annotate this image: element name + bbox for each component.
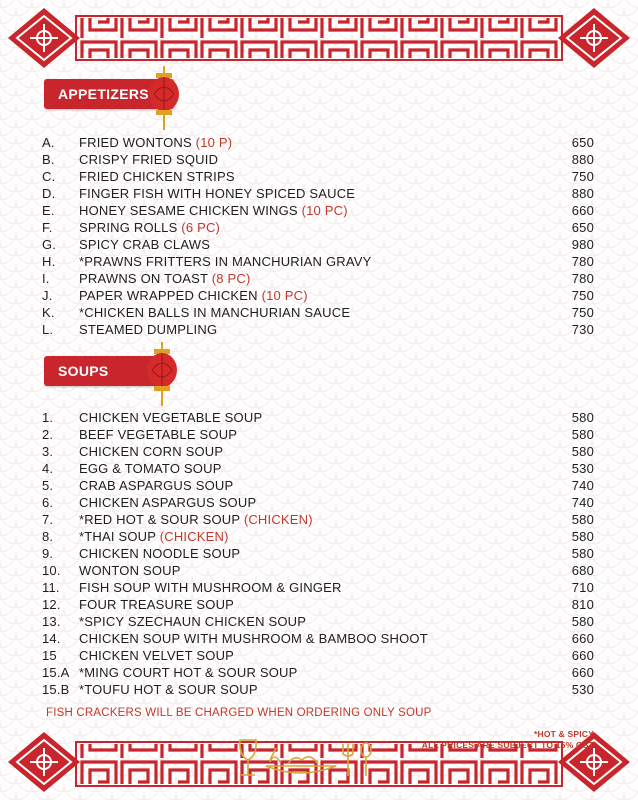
menu-item-index: 8. bbox=[42, 529, 54, 544]
menu-item-index: 10. bbox=[42, 563, 61, 578]
menu-item-price: 780 bbox=[571, 271, 594, 286]
menu-item-index: 7. bbox=[42, 512, 54, 527]
menu-item-price: 650 bbox=[571, 220, 594, 235]
menu-item-name: *RED HOT & SOUR SOUP bbox=[79, 512, 244, 527]
menu-item-name-wrap bbox=[79, 202, 348, 219]
menu-item-name-wrap bbox=[79, 494, 256, 511]
menu-item-name: FINGER FISH WITH HONEY SPICED SAUCE bbox=[79, 186, 356, 201]
menu-item-name-wrap bbox=[79, 185, 355, 202]
menu-item-note: (6 PC) bbox=[181, 220, 221, 235]
menu-item-name-wrap bbox=[79, 236, 210, 253]
menu-item-price: 780 bbox=[571, 254, 594, 269]
lantern-icon bbox=[144, 342, 180, 408]
menu-item-name-wrap bbox=[79, 528, 229, 545]
menu-item-index: 5. bbox=[42, 478, 54, 493]
menu-item-note: (CHICKEN) bbox=[243, 512, 313, 527]
menu-item-row bbox=[42, 321, 594, 338]
menu-item-index: 15 bbox=[42, 648, 57, 663]
menu-item-name: SPRING ROLLS bbox=[79, 220, 182, 235]
gst-note: ALL PRICES ARE SUBJECT TO 15% GST bbox=[421, 740, 594, 750]
menu-item-row bbox=[42, 477, 594, 494]
menu-item-price: 660 bbox=[571, 631, 594, 646]
menu-item-name: PAPER WRAPPED CHICKEN bbox=[79, 288, 262, 303]
menu-item-index: A. bbox=[42, 135, 55, 150]
menu-item-row bbox=[42, 151, 594, 168]
menu-item-row bbox=[42, 426, 594, 443]
menu-item-name: CRAB ASPARGUS SOUP bbox=[79, 478, 234, 493]
menu-item-index: D. bbox=[42, 186, 56, 201]
menu-item-note: (10 PC) bbox=[301, 203, 348, 218]
menu-item-price: 580 bbox=[571, 529, 594, 544]
menu-item-name: BEEF VEGETABLE SOUP bbox=[79, 427, 238, 442]
menu-item-name-wrap bbox=[79, 168, 235, 185]
menu-item-price: 750 bbox=[571, 305, 594, 320]
menu-item-row bbox=[42, 494, 594, 511]
menu-item-index: H. bbox=[42, 254, 56, 269]
menu-item-index: F. bbox=[42, 220, 53, 235]
menu-item-row bbox=[42, 511, 594, 528]
menu-item-name: STEAMED DUMPLING bbox=[79, 322, 218, 337]
menu-item-name: PRAWNS ON TOAST bbox=[79, 271, 212, 286]
menu-item-row bbox=[42, 134, 594, 151]
menu-item-name-wrap bbox=[79, 409, 262, 426]
menu-item-name: FISH SOUP WITH MUSHROOM & GINGER bbox=[79, 580, 342, 595]
menu-item-price: 530 bbox=[571, 461, 594, 476]
menu-item-name: *PRAWNS FRITTERS IN MANCHURIAN GRAVY bbox=[79, 254, 372, 269]
menu-item-row bbox=[42, 630, 594, 647]
menu-item-index: C. bbox=[42, 169, 56, 184]
menu-item-note: (10 PC) bbox=[261, 288, 308, 303]
menu-item-name-wrap bbox=[79, 545, 240, 562]
corner-ornament-bottom-left bbox=[8, 732, 80, 792]
menu-item-name-wrap bbox=[79, 443, 223, 460]
menu-item-price: 730 bbox=[571, 322, 594, 337]
menu-item-name-wrap bbox=[79, 460, 222, 477]
menu-item-row bbox=[42, 219, 594, 236]
menu-item-index: 1. bbox=[42, 410, 54, 425]
menu-item-row bbox=[42, 202, 594, 219]
menu-item-row bbox=[42, 647, 594, 664]
menu-item-row bbox=[42, 409, 594, 426]
menu-item-name-wrap bbox=[79, 596, 234, 613]
menu-item-row bbox=[42, 664, 594, 681]
menu-item-name-wrap bbox=[79, 647, 234, 664]
menu-item-note: (CHICKEN) bbox=[159, 529, 229, 544]
menu-item-row bbox=[42, 460, 594, 477]
menu-item-name: CHICKEN VEGETABLE SOUP bbox=[79, 410, 263, 425]
menu-item-price: 660 bbox=[571, 203, 594, 218]
menu-item-price: 660 bbox=[571, 665, 594, 680]
menu-item-index: 6. bbox=[42, 495, 54, 510]
menu-item-row bbox=[42, 596, 594, 613]
menu-item-row bbox=[42, 253, 594, 270]
menu-item-row bbox=[42, 168, 594, 185]
menu-item-price: 530 bbox=[571, 682, 594, 697]
menu-item-name-wrap bbox=[79, 253, 372, 270]
menu-item-row bbox=[42, 562, 594, 579]
menu-item-price: 810 bbox=[571, 597, 594, 612]
menu-item-name: CHICKEN VELVET SOUP bbox=[79, 648, 235, 663]
menu-item-name: WONTON SOUP bbox=[79, 563, 181, 578]
menu-item-price: 680 bbox=[571, 563, 594, 578]
menu-item-name: *MING COURT HOT & SOUR SOUP bbox=[79, 665, 298, 680]
menu-item-name: *THAI SOUP bbox=[79, 529, 160, 544]
menu-item-note: (10 P) bbox=[195, 135, 233, 150]
menu-item-price: 580 bbox=[571, 427, 594, 442]
menu-item-row bbox=[42, 545, 594, 562]
menu-item-name-wrap bbox=[79, 681, 258, 698]
fish-crackers-note: FISH CRACKERS WILL BE CHARGED WHEN ORDERING ONLY SOUP bbox=[46, 707, 432, 719]
menu-item-name: *TOUFU HOT & SOUR SOUP bbox=[79, 682, 258, 697]
menu-item-name-wrap bbox=[79, 562, 181, 579]
menu-item-price: 740 bbox=[571, 478, 594, 493]
menu-item-index: 9. bbox=[42, 546, 54, 561]
menu-item-index: 13. bbox=[42, 614, 61, 629]
menu-item-name: FOUR TREASURE SOUP bbox=[79, 597, 235, 612]
menu-item-price: 710 bbox=[571, 580, 594, 595]
menu-item-index: G. bbox=[42, 237, 57, 252]
menu-item-name-wrap bbox=[79, 579, 342, 596]
dining-utensils-icon bbox=[230, 736, 380, 782]
menu-item-name: CHICKEN NOODLE SOUP bbox=[79, 546, 241, 561]
menu-item-price: 580 bbox=[571, 410, 594, 425]
menu-item-name-wrap bbox=[79, 613, 306, 630]
soups-list bbox=[42, 409, 594, 698]
menu-item-price: 660 bbox=[571, 648, 594, 663]
menu-item-name: *SPICY SZECHAUN CHICKEN SOUP bbox=[79, 614, 307, 629]
menu-item-price: 880 bbox=[571, 186, 594, 201]
menu-item-price: 580 bbox=[571, 512, 594, 527]
menu-item-name-wrap bbox=[79, 630, 428, 647]
menu-item-price: 750 bbox=[571, 288, 594, 303]
menu-item-row bbox=[42, 681, 594, 698]
menu-item-row bbox=[42, 236, 594, 253]
menu-item-row bbox=[42, 185, 594, 202]
menu-item-name: FRIED CHICKEN STRIPS bbox=[79, 169, 235, 184]
menu-item-name: HONEY SESAME CHICKEN WINGS bbox=[79, 203, 302, 218]
menu-item-price: 650 bbox=[571, 135, 594, 150]
menu-item-index: L. bbox=[42, 322, 54, 337]
menu-item-price: 580 bbox=[571, 546, 594, 561]
menu-item-index: 15.A bbox=[42, 665, 70, 680]
menu-item-name-wrap bbox=[79, 287, 308, 304]
menu-item-index: E. bbox=[42, 203, 55, 218]
menu-item-row bbox=[42, 304, 594, 321]
hot-spicy-note: *HOT & SPICY bbox=[533, 729, 594, 739]
menu-item-row bbox=[42, 613, 594, 630]
menu-item-index: 12. bbox=[42, 597, 61, 612]
menu-item-name: SPICY CRAB CLAWS bbox=[79, 237, 211, 252]
menu-item-index: J. bbox=[42, 288, 53, 303]
menu-item-name-wrap bbox=[79, 134, 232, 151]
menu-item-row bbox=[42, 528, 594, 545]
corner-ornament-top-right bbox=[558, 8, 630, 68]
menu-item-name: EGG & TOMATO SOUP bbox=[79, 461, 222, 476]
menu-item-price: 980 bbox=[571, 237, 594, 252]
menu-item-price: 580 bbox=[571, 444, 594, 459]
menu-item-index: I. bbox=[42, 271, 50, 286]
menu-item-row bbox=[42, 287, 594, 304]
lantern-icon bbox=[146, 66, 182, 132]
menu-item-name-wrap bbox=[79, 664, 298, 681]
menu-item-name: CHICKEN CORN SOUP bbox=[79, 444, 224, 459]
menu-item-row bbox=[42, 270, 594, 287]
soups-title: SOUPS bbox=[58, 363, 109, 379]
menu-item-name: *CHICKEN BALLS IN MANCHURIAN SAUCE bbox=[79, 305, 351, 320]
menu-item-name-wrap bbox=[79, 477, 233, 494]
menu-item-name-wrap bbox=[79, 270, 251, 287]
appetizers-title: APPETIZERS bbox=[58, 86, 149, 102]
menu-item-index: B. bbox=[42, 152, 55, 167]
menu-item-index: K. bbox=[42, 305, 55, 320]
menu-item-price: 740 bbox=[571, 495, 594, 510]
menu-item-name-wrap bbox=[79, 151, 218, 168]
menu-item-price: 750 bbox=[571, 169, 594, 184]
menu-item-name-wrap bbox=[79, 321, 217, 338]
menu-item-note: (8 PC) bbox=[211, 271, 251, 286]
menu-item-index: 11. bbox=[42, 580, 60, 595]
appetizers-list bbox=[42, 134, 594, 338]
menu-item-name-wrap bbox=[79, 511, 313, 528]
menu-item-name: CHICKEN SOUP WITH MUSHROOM & BAMBOO SHOOT bbox=[79, 631, 428, 646]
menu-item-index: 4. bbox=[42, 461, 54, 476]
menu-item-price: 880 bbox=[571, 152, 594, 167]
menu-item-name-wrap bbox=[79, 304, 350, 321]
menu-item-index: 2. bbox=[42, 427, 54, 442]
menu-item-index: 3. bbox=[42, 444, 54, 459]
menu-item-row bbox=[42, 579, 594, 596]
corner-ornament-top-left bbox=[8, 8, 80, 68]
menu-item-name-wrap bbox=[79, 219, 220, 236]
menu-item-name: FRIED WONTONS bbox=[79, 135, 196, 150]
menu-item-name-wrap bbox=[79, 426, 237, 443]
menu-item-index: 15.B bbox=[42, 682, 70, 697]
menu-item-index: 14. bbox=[42, 631, 61, 646]
menu-item-name: CHICKEN ASPARGUS SOUP bbox=[79, 495, 257, 510]
menu-item-price: 580 bbox=[571, 614, 594, 629]
menu-item-row bbox=[42, 443, 594, 460]
menu-item-name: CRISPY FRIED SQUID bbox=[79, 152, 219, 167]
